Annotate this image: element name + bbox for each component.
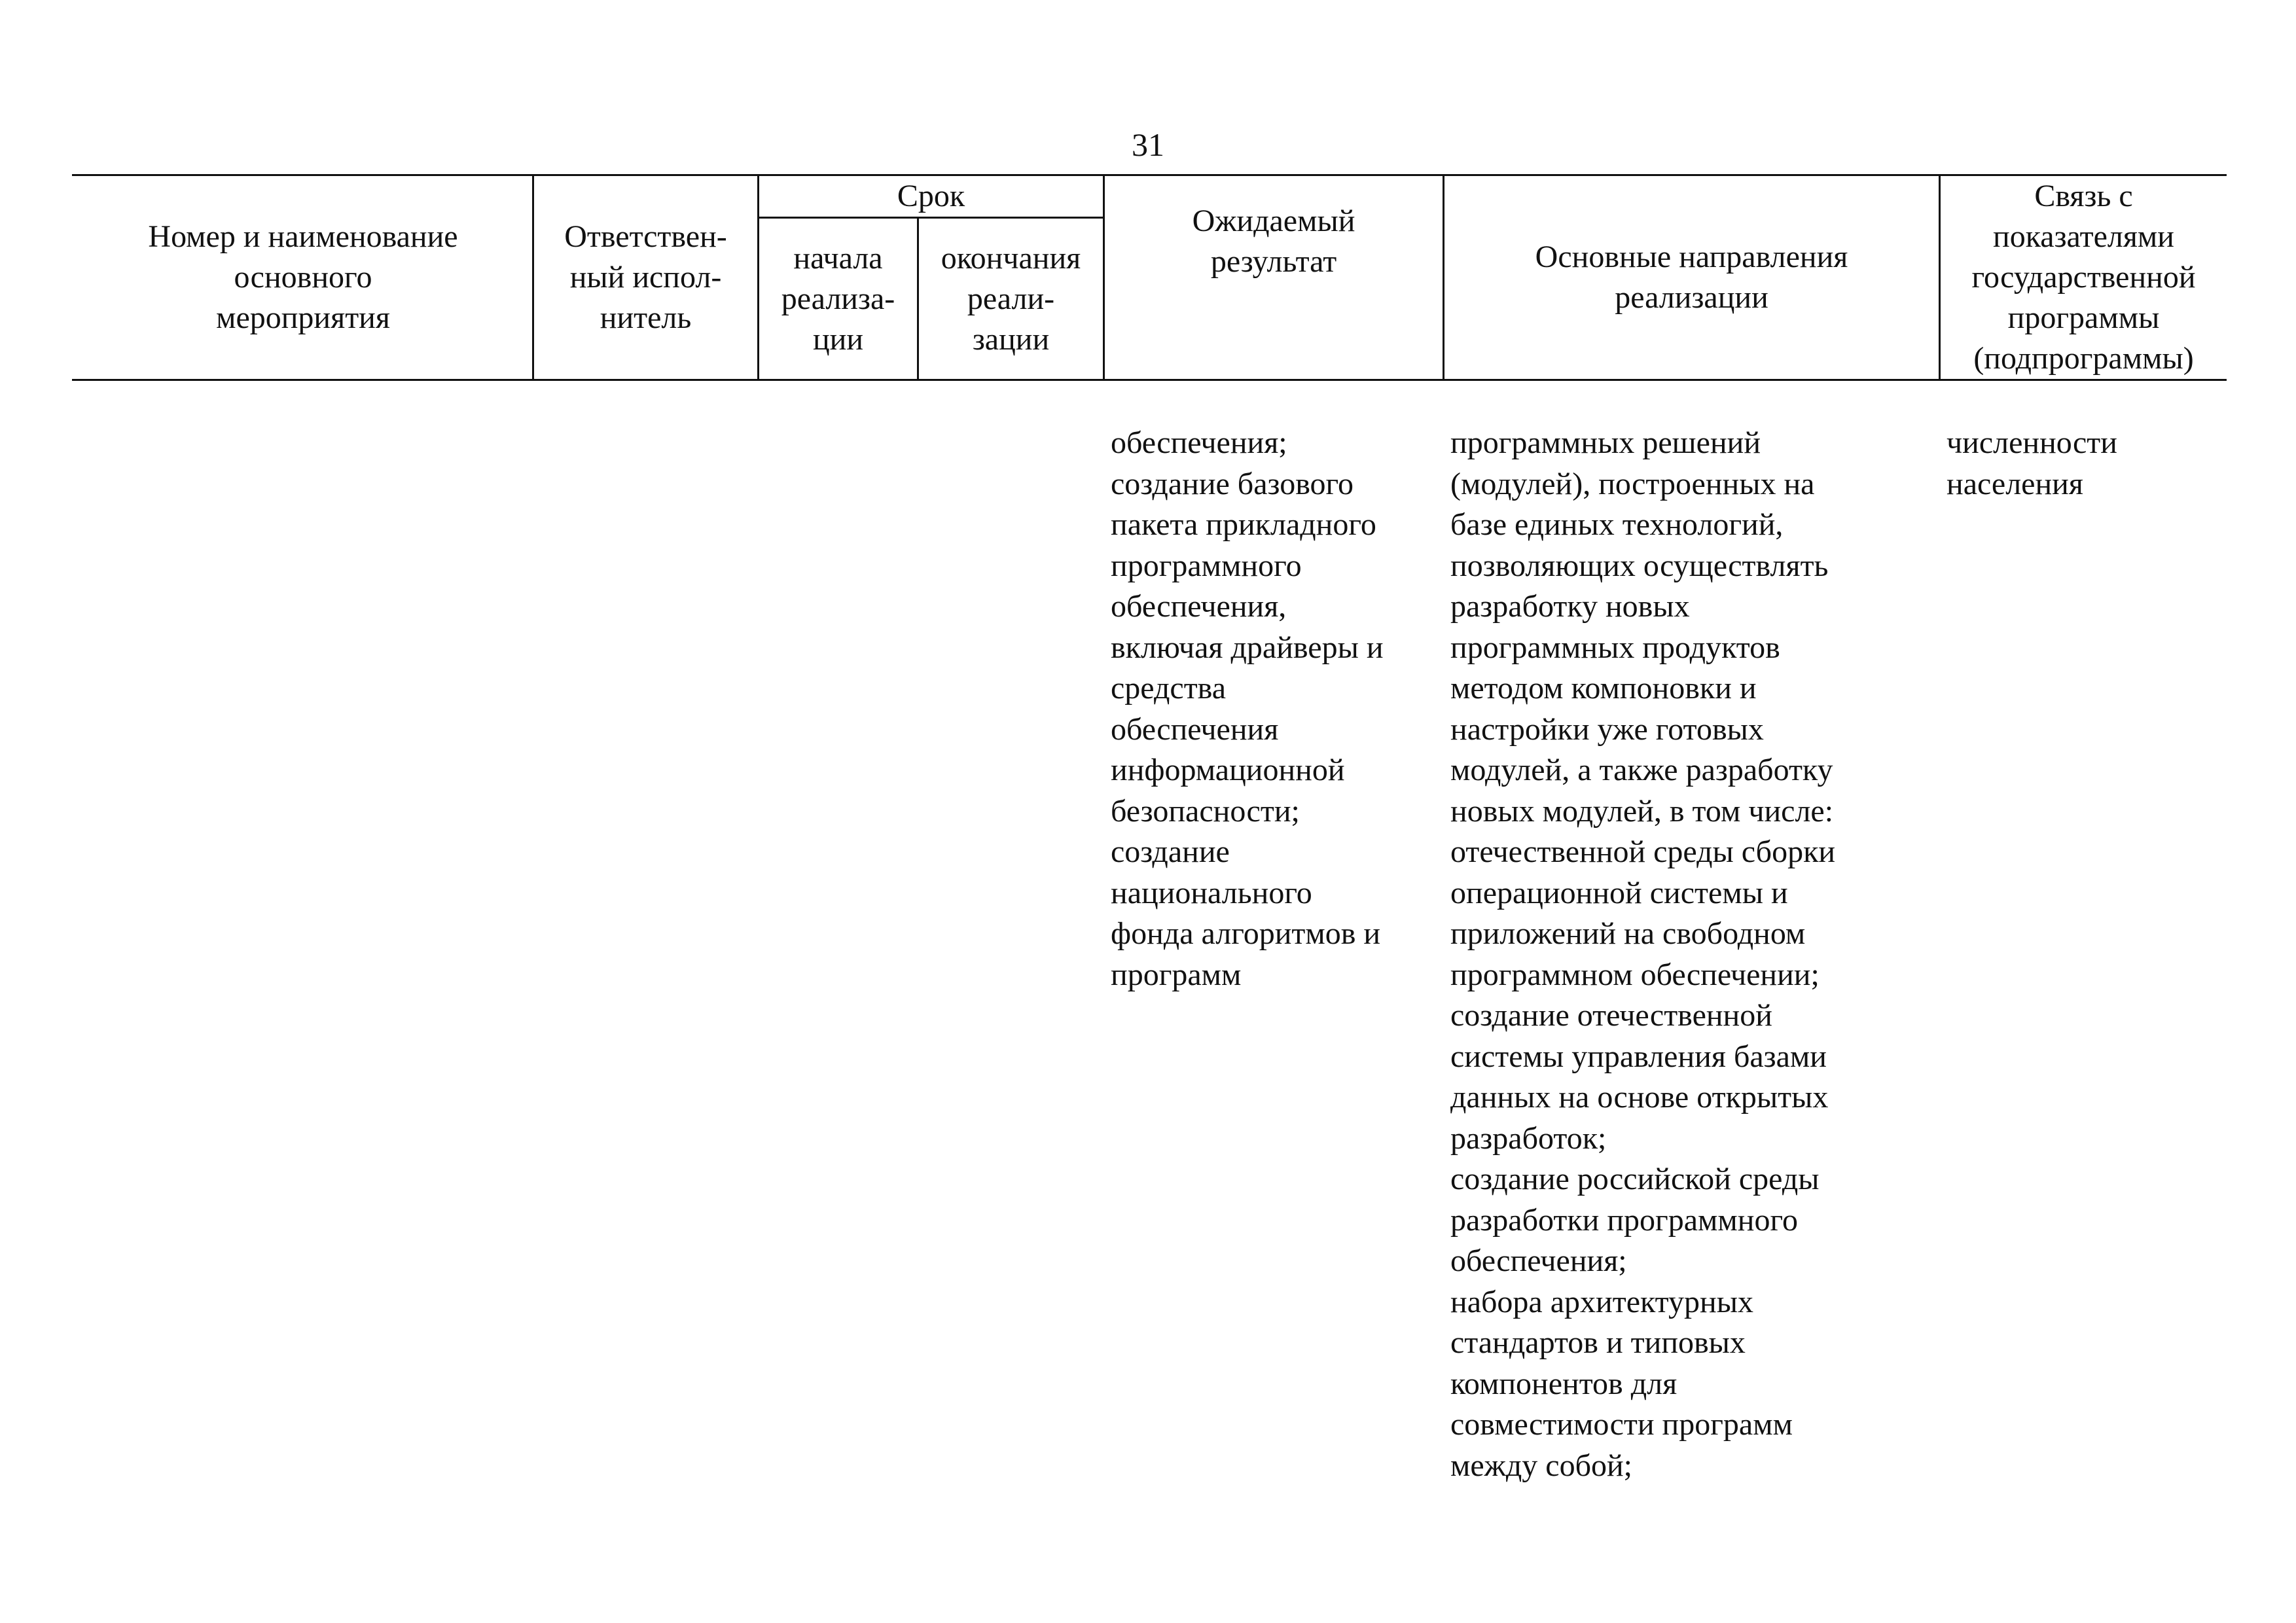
header-term [759,176,1103,217]
header-link [1941,176,2227,379]
header-name-text: Номер и наименование основного мероприятия [148,219,458,335]
header-executor-text: Ответствен- ный испол- нитель [564,219,727,335]
cell-link: численности населения [1946,425,2117,501]
header-term-text: Срок [897,179,965,213]
header-directions-text: Основные направления реализации [1535,240,1848,315]
cell-directions: программных решений (модулей), построенных на базе единых технологий, позволяющих осуществлять разработку новых программных продуктов методом компоновки и настройки уже готовых модулей, а также разработку новых модулей, в том числе: отечественной среды сборки операционной системы и приложений на свободном программном обеспечении; создание отечественной системы управления базами данных на основе открытых разработок; создание российской среды разработки программного обеспечения; набора архитектурных стандартов и типовых компонентов для совместимости программ между собой; [1450,425,1836,1483]
cell-result: обеспечения; создание базового пакета прикладного программного обеспечения, включая драйверы и средства обеспечения информационной безопасности; создание национального фонда алгоритмов и программ [1111,425,1384,992]
header-name [74,176,532,379]
header-bottom-rule [72,379,2227,381]
header-term-end [919,219,1103,379]
header-term-start [759,219,917,379]
header-executor [534,176,757,379]
header-directions [1444,176,1939,379]
header-link-text: Связь с показателями государственной программы (подпрограммы) [1971,179,2196,376]
page-number: 31 [1132,126,1164,163]
header-result-text: Ожидаемый результат [1192,204,1355,279]
header-term-end-text: окончания реали- зации [941,240,1081,357]
header-result [1105,176,1443,307]
header-term-start-text: начала реализа- ции [781,240,895,357]
